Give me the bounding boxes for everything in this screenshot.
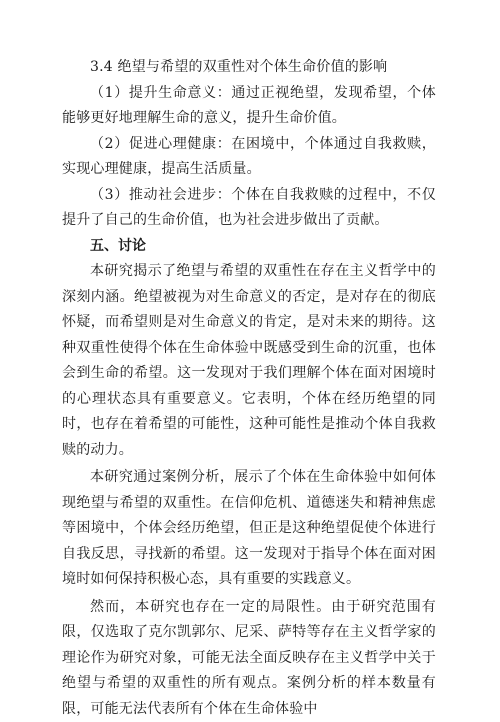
document-body bbox=[62, 55, 436, 722]
list-item-life-meaning: （1）提升生命意义：通过正视绝望，发现希望，个体能够更好地理解生命的意义，提升生命价值。 bbox=[62, 81, 436, 132]
section-heading: 3.4 绝望与希望的双重性对个体生命价值的影响 bbox=[62, 55, 436, 81]
discussion-paragraph: 本研究揭示了绝望与希望的双重性在存在主义哲学中的深刻内涵。绝望被视为对生命意义的否定，是对存在的彻底怀疑，而希望则是对生命意义的肯定，是对未来的期待。这种双重性使得个体在生命体验中既感受到生命的沉重，也体会到生命的希望。这一发现对于我们理解个体在面对困境时的心理状态具有重要意义。它表明，个体在经历绝望的同时，也存在着希望的可能性，这种可能性是推动个体自我救赎的动力。 bbox=[62, 259, 436, 463]
discussion-paragraph: 然而，本研究也存在一定的局限性。由于研究范围有限，仅选取了克尔凯郭尔、尼采、萨特等存在主义哲学家的理论作为研究对象，可能无法全面反映存在主义哲学中关于绝望与希望的双重性的所有观点。案例分析的样本数量有限，可能无法代表所有个体在生命体验中 bbox=[62, 595, 436, 722]
list-item-mental-health: （2）促进心理健康：在困境中，个体通过自我救赎，实现心理健康，提高生活质量。 bbox=[62, 132, 436, 183]
discussion-paragraph: 本研究通过案例分析，展示了个体在生命体验中如何体现绝望与希望的双重性。在信仰危机、道德迷失和精神焦虑等困境中，个体会经历绝望，但正是这种绝望促使个体进行自我反思，寻找新的希望。这一发现对于指导个体在面对困境时如何保持积极心态，具有重要的实践意义。 bbox=[62, 465, 436, 593]
discussion-heading: 五、讨论 bbox=[62, 234, 436, 260]
list-item-social-progress: （3）推动社会进步：个体在自我救赎的过程中，不仅提升了自己的生命价值，也为社会进步做出了贡献。 bbox=[62, 183, 436, 234]
